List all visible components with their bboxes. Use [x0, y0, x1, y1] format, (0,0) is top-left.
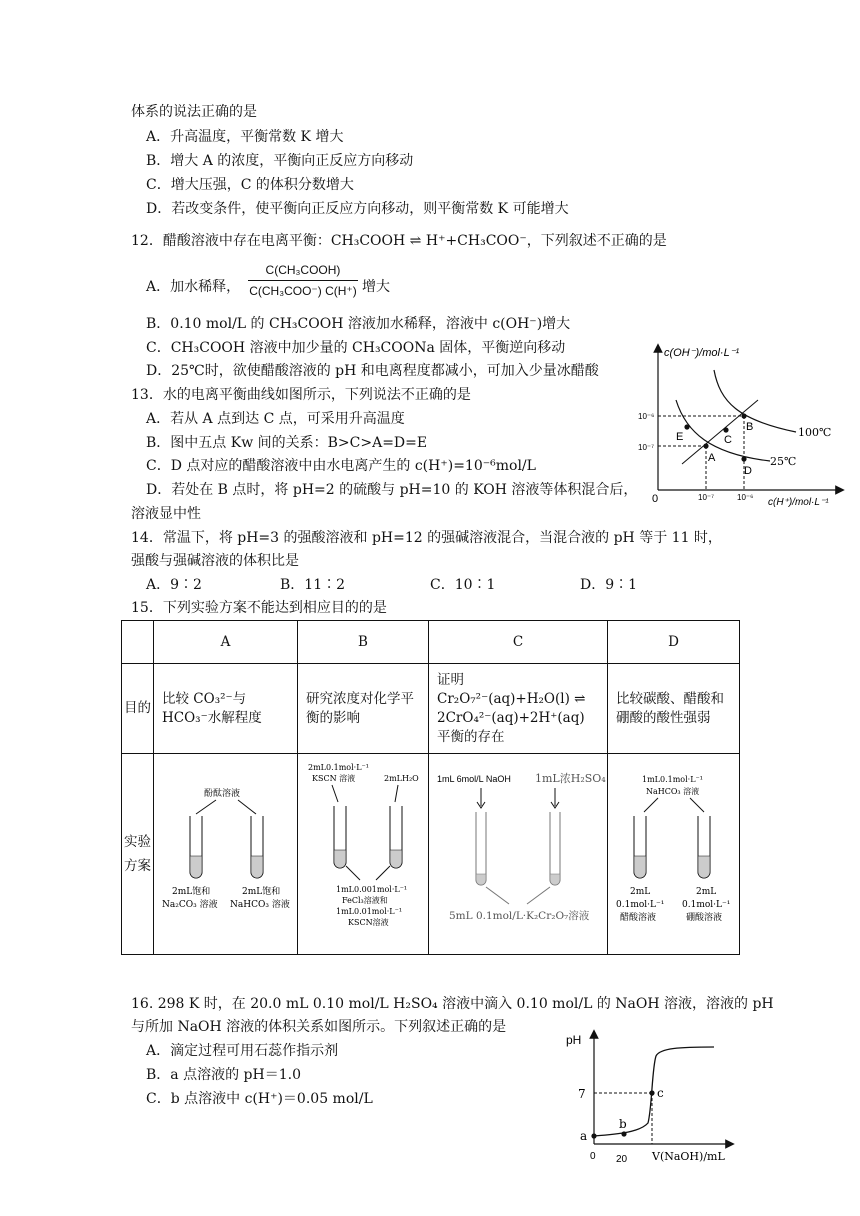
- q11-option-c: C．增大压强，C 的体积分数增大: [146, 177, 354, 193]
- liquid-right: [390, 850, 402, 868]
- q12-stem: 12．醋酸溶液中存在电离平衡：CH₃COOH ⇌ H⁺+CH₃COO⁻，下列叙述不正确的是: [131, 233, 667, 249]
- scheme-a-right1: 2mL饱和: [242, 887, 281, 897]
- scheme-c-bottom: 5mL 0.1mol/L·K₂Cr₂O₇溶液: [449, 910, 590, 922]
- scheme-d-right1: 2mL: [696, 887, 717, 897]
- label-e: E: [676, 431, 684, 443]
- purpose-a: 比较 CO₃²⁻与 HCO₃⁻水解程度: [154, 664, 298, 754]
- y-tick-1e-6: 10⁻⁶: [638, 412, 655, 421]
- q12-option-a-suffix: 增大: [362, 279, 390, 295]
- q13-stem: 13．水的电离平衡曲线如图所示，下列说法不正确的是: [131, 387, 471, 403]
- scheme-d-cell: [608, 754, 740, 955]
- q12-option-b: B．0.10 mol/L 的 CH₃COOH 溶液加水稀释，溶液中 c(OH⁻)增大: [146, 316, 571, 332]
- scheme-b-top-left1: 2mL0.1mol·L⁻¹: [308, 763, 369, 772]
- point-e: [684, 424, 689, 429]
- q11-option-a: A．升高温度，平衡常数 K 增大: [146, 129, 344, 145]
- experiment-table: [121, 620, 740, 955]
- scheme-d-left2: 0.1mol·L⁻¹: [616, 900, 665, 910]
- table-header-row: [122, 621, 740, 664]
- fraction-numerator: C(CH₃COOH): [265, 263, 341, 277]
- q15-stem: 15．下列实验方案不能达到相应目的的是: [131, 600, 387, 616]
- q11-option-b: B．增大 A 的浓度，平衡向正反应方向移动: [146, 153, 414, 169]
- label-c: c: [657, 1086, 664, 1100]
- scheme-b-top-left2: KSCN 溶液: [312, 774, 356, 783]
- label-a: a: [580, 1129, 588, 1143]
- scheme-d-left1: 2mL: [630, 887, 651, 897]
- scheme-b-top-right: 2mLH₂O: [384, 774, 419, 783]
- purpose-b: 研究浓度对化学平衡的影响: [298, 664, 429, 754]
- fraction-denominator: C(CH₃COO⁻) C(H⁺): [249, 284, 357, 298]
- q16-option-c: C．b 点溶液中 c(H⁺)＝0.05 mol/L: [146, 1091, 373, 1107]
- q12-option-c: C．CH₃COOH 溶液中加少量的 CH₃COONa 固体，平衡逆向移动: [146, 340, 566, 356]
- bracket-right: [527, 887, 550, 904]
- q16-stem-line2: 与所加 NaOH 溶液的体积关系如图所示。下列叙述正确的是: [131, 1019, 507, 1035]
- q13-option-d-line1: D．若处在 B 点时，将 pH=2 的硫酸与 pH=10 的 KOH 溶液等体积混合后，: [146, 482, 638, 498]
- point-a: [591, 1133, 596, 1138]
- q16-stem-line1: 16. 298 K 时，在 20.0 mL 0.10 mol/L H₂SO₄ 溶液中滴入 0.10 mol/L 的 NaOH 溶液，溶液的 pH: [131, 996, 774, 1012]
- titration-graph: [560, 1028, 740, 1208]
- scheme-d-right2: 0.1mol·L⁻¹: [682, 900, 731, 910]
- scheme-c-top-left: 1mL 6mol/L NaOH: [437, 774, 511, 784]
- scheme-d-left3: 醋酸溶液: [620, 913, 657, 923]
- label-c: C: [724, 434, 732, 446]
- scheme-d-diagram: [608, 754, 739, 948]
- purpose-d: 比较碳酸、醋酸和硼酸的酸性强弱: [608, 664, 740, 754]
- scheme-b-bottom2: FeCl₃溶液和: [342, 896, 388, 905]
- header-d: D: [608, 621, 740, 664]
- fraction-bar: [248, 280, 358, 281]
- x-axis-label: c(H⁺)/mol·L⁻¹: [768, 497, 829, 508]
- header-c: C: [429, 621, 608, 664]
- point-d: [741, 456, 746, 461]
- arrow-right: [395, 785, 398, 802]
- y-tick-7: 7: [578, 1087, 586, 1101]
- q14-option-d: D．9∶1: [580, 577, 638, 593]
- x-tick-20: 20: [616, 1154, 628, 1165]
- scheme-a-top: 酚酞溶液: [204, 789, 241, 799]
- scheme-c-cell: [429, 754, 608, 955]
- scheme-c-top-right: 1mL浓H₂SO₄: [535, 772, 606, 785]
- x-axis-label: V(NaOH)/mL: [652, 1150, 725, 1163]
- point-b: [741, 413, 746, 418]
- origin-label: 0: [652, 493, 659, 505]
- label-b: b: [619, 1117, 627, 1131]
- water-ionization-graph: [630, 340, 850, 510]
- x-tick-1e-7: 10⁻⁷: [698, 493, 715, 502]
- label-a: A: [708, 452, 716, 464]
- q12-fraction: [248, 262, 358, 299]
- scheme-b-diagram: [298, 754, 428, 948]
- scheme-a-left1: 2mL饱和: [172, 887, 211, 897]
- scheme-d-top1: 1mL0.1mol·L⁻¹: [642, 775, 703, 784]
- q11-stem-tail: 体系的说法正确的是: [131, 104, 257, 120]
- liquid-left: [634, 856, 646, 878]
- label-b: B: [746, 421, 754, 433]
- y-tick-1e-7: 10⁻⁷: [638, 443, 655, 452]
- purpose-c: 证明 Cr₂O₇²⁻(aq)+H₂O(l) ⇌ 2CrO₄²⁻(aq)+2H⁺(aq) 平衡的存在: [429, 664, 608, 754]
- curve-25c: [676, 400, 770, 461]
- q13-option-a: A．若从 A 点到达 C 点，可采用升高温度: [146, 411, 405, 427]
- scheme-row: [122, 754, 740, 955]
- liquid-right: [698, 856, 710, 878]
- arrow-left: [644, 798, 658, 812]
- x-tick-1e-6: 10⁻⁶: [737, 493, 754, 502]
- q13-option-b: B．图中五点 Kw 间的关系：B>C>A=D=E: [146, 435, 428, 451]
- q16-option-a: A．滴定过程可用石蕊作指示剂: [146, 1043, 339, 1059]
- bracket-left: [486, 887, 509, 904]
- bracket-right: [376, 866, 390, 880]
- liquid-right: [251, 856, 263, 878]
- liquid-left: [476, 874, 486, 885]
- q13-option-c: C．D 点对应的醋酸溶液中由水电离产生的 c(H⁺)=10⁻⁶mol/L: [146, 458, 536, 474]
- scheme-d-right3: 硼酸溶液: [686, 913, 723, 923]
- liquid-left: [190, 856, 202, 878]
- q14-option-a: A．9∶2: [146, 577, 202, 593]
- scheme-b-bottom4: KSCN溶液: [348, 918, 389, 927]
- scheme-c-diagram: [429, 754, 607, 948]
- scheme-a-diagram: [154, 754, 297, 948]
- label-100c: 100℃: [798, 426, 832, 439]
- purpose-row: [122, 664, 740, 754]
- label-d: D: [744, 465, 752, 477]
- curve-100c: [714, 370, 796, 432]
- scheme-d-top2: NaHCO₃ 溶液: [646, 787, 700, 796]
- q16-option-b: B．a 点溶液的 pH＝1.0: [146, 1067, 301, 1083]
- y-axis-label: c(OH⁻)/mol·L⁻¹: [664, 347, 740, 359]
- bracket-left: [346, 866, 360, 880]
- q11-option-d: D．若改变条件，使平衡向正反应方向移动，则平衡常数 K 可能增大: [146, 201, 569, 217]
- q14-stem-line2: 强酸与强碱溶液的体积比是: [131, 553, 299, 569]
- purpose-label: 目的: [122, 664, 154, 754]
- q12-option-d: D．25℃时，欲使醋酸溶液的 pH 和电离程度都减小，可加入少量冰醋酸: [146, 363, 599, 379]
- point-a: [703, 443, 708, 448]
- liquid-left: [334, 850, 346, 868]
- q13-option-d-line2: 溶液显中性: [131, 506, 201, 522]
- scheme-a-cell: [154, 754, 298, 955]
- liquid-right: [550, 874, 560, 885]
- point-c: [723, 427, 728, 432]
- arrow-left: [332, 785, 338, 802]
- scheme-a-left2: Na₂CO₃ 溶液: [162, 900, 218, 910]
- y-axis-label: pH: [566, 1033, 582, 1047]
- scheme-b-bottom1: 1mL0.001mol·L⁻¹: [336, 885, 408, 894]
- scheme-b-bottom3: 1mL0.01mol·L⁻¹: [336, 907, 403, 916]
- label-25c: 25℃: [770, 455, 797, 468]
- header-a: A: [154, 621, 298, 664]
- q14-option-c: C．10∶1: [430, 577, 496, 593]
- q12-option-a-prefix: A．加水稀释，: [146, 279, 241, 295]
- q14-option-b: B．11∶2: [280, 577, 346, 593]
- point-c: [649, 1090, 654, 1095]
- header-b: B: [298, 621, 429, 664]
- point-b: [621, 1131, 626, 1136]
- arrow-right: [690, 798, 704, 812]
- arrow-right: [238, 800, 256, 814]
- origin-label: 0: [590, 1151, 596, 1162]
- arrow-left: [196, 800, 216, 814]
- header-blank: [122, 621, 154, 664]
- q14-stem-line1: 14．常温下，将 pH=3 的强酸溶液和 pH=12 的强碱溶液混合，当混合液的 pH 等于 11 时，: [131, 530, 722, 546]
- scheme-label: 实验方案: [122, 754, 154, 955]
- scheme-a-right2: NaHCO₃ 溶液: [230, 900, 290, 910]
- scheme-b-cell: [298, 754, 429, 955]
